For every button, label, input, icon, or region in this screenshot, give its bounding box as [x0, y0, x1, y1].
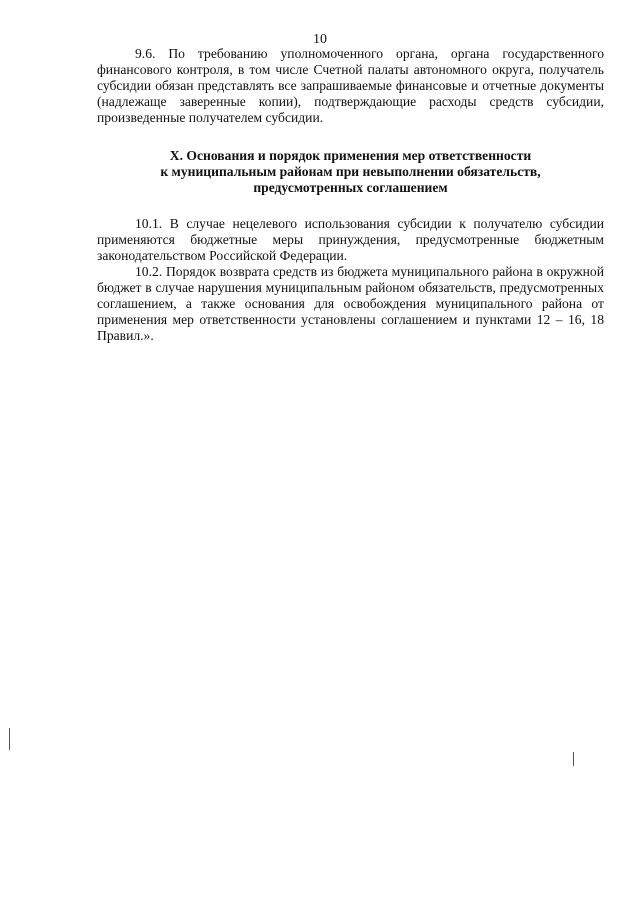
- paragraph-10-2: 10.2. Порядок возврата средств из бюджета муниципального района в окружной бюджет в случае нарушения муниципальным районом обязательств, предусмотренных соглашением, а также основания для освобождения муниципального района от применения мер ответственности установлены соглашением и пунктами 12 – 16, 18 Правил.».: [97, 264, 604, 343]
- page-number: 10: [313, 32, 327, 47]
- paragraph-10-1: 10.1. В случае нецелевого использования субсидии к получателю субсидии применяются бюджетные меры принуждения, предусмотренные бюджетным законодательством Российской Федерации.: [97, 216, 604, 263]
- scan-mark-left: [9, 728, 10, 750]
- section-heading-line-1: X. Основания и порядок применения мер ответственности: [169, 148, 532, 163]
- paragraph-9-6: 9.6. По требованию уполномоченного органа, органа государственного финансового контроля, в том числе Счетной палаты автономного округа, получатель субсидии обязан представлять все запрашиваемые финансовые и отчетные документы (надлежаще заверенные копии), подтверждающие расходы средств субсидии, произведенные получателем субсидии.: [97, 46, 604, 125]
- section-heading-line-3: предусмотренных соглашением: [253, 180, 448, 195]
- section-heading: [97, 148, 604, 196]
- document-body: [97, 46, 604, 344]
- scan-mark-right: [573, 752, 574, 766]
- section-heading-line-2: к муниципальным районам при невыполнении обязательств,: [160, 164, 541, 179]
